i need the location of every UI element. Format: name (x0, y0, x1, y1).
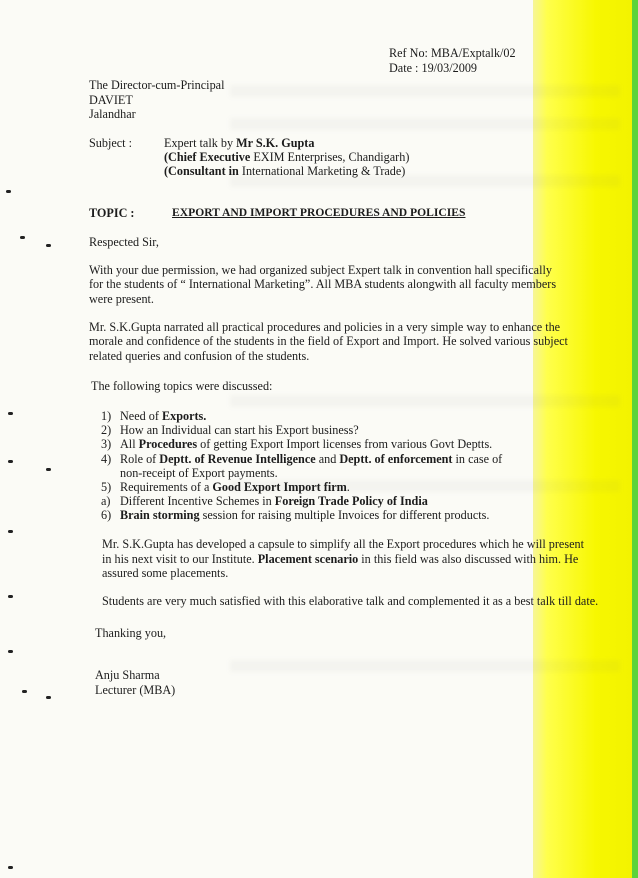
topic-item: non-receipt of Export payments. (120, 465, 278, 480)
paragraph-line: morale and confidence of the students in the field of Export and Import. He solved various subject (89, 334, 568, 348)
bleed-through (230, 118, 620, 130)
punch-mark (8, 460, 13, 463)
yellow-paper-edge (533, 0, 638, 878)
ref-number: Ref No: MBA/Exptalk/02 (389, 46, 516, 60)
paragraph-line: Students are very much satisfied with this elaborative talk and complemented it as a best talk till date. (102, 594, 599, 608)
topics-intro: The following topics were discussed: (91, 379, 273, 393)
topic-number: a) (101, 494, 111, 509)
topic-item: All Procedures of getting Export Import licenses from various Govt Deptts. (120, 437, 493, 452)
ref-date: Date : 19/03/2009 (389, 61, 478, 75)
punch-mark (22, 690, 27, 693)
salutation: Respected Sir, (89, 235, 159, 249)
topic-item: Requirements of a Good Export Import firm. (120, 480, 350, 494)
recipient-line: The Director-cum-Principal (89, 78, 225, 92)
punch-mark (46, 468, 51, 471)
topic-number: 1) (101, 409, 112, 423)
bleed-through (230, 85, 620, 97)
topic-item: Different Incentive Schemes in Foreign Trade Policy of India (120, 494, 428, 509)
topic-label: TOPIC : (89, 206, 135, 220)
topic-number: 3) (101, 437, 112, 452)
paragraph-line: related queries and confusion of the students. (89, 349, 310, 363)
recipient-line: DAVIET (89, 93, 133, 107)
punch-mark (8, 650, 13, 653)
topic-number: 4) (101, 451, 112, 466)
bleed-through (230, 395, 620, 407)
topic-title: EXPORT AND IMPORT PROCEDURES AND POLICIES (172, 206, 466, 219)
punch-mark (8, 866, 13, 869)
green-paper-edge (632, 0, 638, 878)
subject-line-2: (Chief Executive EXIM Enterprises, Chandigarh) (164, 150, 410, 164)
paragraph-line: assured some placements. (102, 566, 229, 580)
punch-mark (6, 190, 11, 193)
punch-mark (46, 696, 51, 699)
subject-line-1: Expert talk by Mr S.K. Gupta (164, 136, 315, 150)
topic-item: Role of Deptt. of Revenue Intelligence and Deptt. of enforcement in case of (120, 451, 503, 466)
topic-number: 5) (101, 480, 112, 494)
topic-number: 6) (101, 508, 112, 523)
topic-item: How an Individual can start his Export business? (120, 423, 359, 438)
paragraph-line: With your due permission, we had organized subject Expert talk in convention hall specifically (89, 263, 552, 277)
punch-mark (20, 236, 25, 239)
signature-title: Lecturer (MBA) (95, 683, 176, 697)
subject-line-3: (Consultant in International Marketing & Trade) (164, 164, 406, 178)
topic-item: Brain storming session for raising multiple Invoices for different products. (120, 508, 490, 523)
bleed-through (230, 660, 620, 672)
topic-item: Need of Exports. (120, 409, 207, 423)
paragraph-line: in his next visit to our Institute. Placement scenario in this field was also discussed with him. He (102, 552, 579, 566)
signature-name: Anju Sharma (95, 668, 160, 682)
topic-number: 2) (101, 423, 112, 438)
punch-mark (8, 595, 13, 598)
punch-mark (8, 412, 13, 415)
paragraph-line: for the students of “ International Marketing”. All MBA students alongwith all faculty members (89, 277, 557, 291)
paragraph-line: Mr. S.K.Gupta has developed a capsule to simplify all the Export procedures which he will present (102, 537, 584, 551)
subject-label: Subject : (89, 136, 132, 150)
paragraph-line: were present. (89, 292, 154, 306)
punch-mark (46, 244, 51, 247)
recipient-line: Jalandhar (89, 107, 136, 121)
closing: Thanking you, (95, 626, 167, 640)
punch-mark (8, 530, 13, 533)
paragraph-line: Mr. S.K.Gupta narrated all practical procedures and policies in a very simple way to enhance the (89, 320, 561, 334)
